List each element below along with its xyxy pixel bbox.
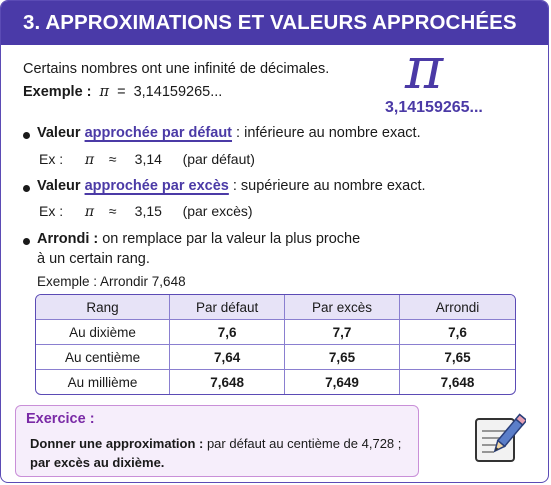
table-cell: 7,648 bbox=[440, 374, 475, 390]
intro-text: Certains nombres ont une infinité de décimales. bbox=[23, 61, 330, 77]
table-cell: 7,65 bbox=[285, 345, 400, 370]
bullet-dot bbox=[23, 132, 30, 139]
table-row bbox=[36, 370, 515, 394]
exercise-line2: par excès au dixième. bbox=[30, 455, 165, 470]
defaut-ex-label: Ex : bbox=[39, 151, 64, 167]
example-equals: = bbox=[117, 84, 126, 100]
arrondi-label: Arrondi : bbox=[37, 231, 99, 247]
table-cell-rank: Au millième bbox=[36, 370, 170, 394]
defaut-definition bbox=[37, 125, 421, 141]
exces-ex-value: 3,15 bbox=[134, 203, 162, 219]
defaut-rest: : inférieure au nombre exact. bbox=[232, 125, 421, 141]
column-header: Par excès bbox=[285, 295, 400, 320]
column-header: Rang bbox=[36, 295, 170, 320]
exces-prefix: Valeur bbox=[37, 178, 81, 194]
defaut-ex-approx: ≈ bbox=[108, 151, 117, 167]
table-cell-rank: Au centième bbox=[36, 345, 170, 370]
defaut-highlight: approchée par défaut bbox=[84, 125, 233, 141]
table-row bbox=[36, 345, 515, 370]
bullet-dot bbox=[23, 185, 30, 192]
exces-ex-approx: ≈ bbox=[108, 203, 117, 219]
exercise-text bbox=[30, 434, 401, 472]
exercise-box bbox=[15, 405, 419, 477]
defaut-ex-note: (par défaut) bbox=[182, 151, 255, 167]
arrondi-line2: à un certain rang. bbox=[37, 251, 150, 267]
approximation-table bbox=[35, 294, 516, 395]
example-pi: π bbox=[99, 84, 110, 100]
table-cell: 7,649 bbox=[285, 370, 400, 394]
exces-highlight: approchée par excès bbox=[84, 178, 229, 194]
table-cell: 7,7 bbox=[285, 320, 400, 345]
table-row bbox=[36, 320, 515, 345]
table-cell-rank: Au dixième bbox=[36, 320, 170, 345]
section-title: 3. APPROXIMATIONS ET VALEURS APPROCHÉES bbox=[1, 1, 548, 45]
notepad-pencil-icon bbox=[472, 409, 526, 465]
table-header-row bbox=[36, 295, 515, 320]
arrondi-line1: on remplace par la valeur la plus proche bbox=[98, 231, 361, 247]
table-cell: 7,65 bbox=[400, 345, 515, 370]
table-cell: 7,648 bbox=[170, 370, 285, 394]
table-caption: Exemple : Arrondir 7,648 bbox=[37, 274, 186, 289]
exces-ex-label: Ex : bbox=[39, 203, 64, 219]
exercise-title: Exercice : bbox=[26, 411, 95, 427]
exces-definition bbox=[37, 178, 426, 194]
defaut-prefix: Valeur bbox=[37, 125, 81, 141]
exercise-line1-b: par défaut au centième de 4,728 ; bbox=[203, 436, 402, 451]
exces-ex-pi: π bbox=[84, 204, 95, 220]
defaut-ex-value: 3,14 bbox=[134, 151, 162, 167]
exces-rest: : supérieure au nombre exact. bbox=[228, 178, 426, 194]
exces-example bbox=[39, 203, 253, 220]
pi-value-display: 3,14159265... bbox=[385, 99, 483, 116]
bullet-dot bbox=[23, 238, 30, 245]
column-header: Arrondi bbox=[400, 295, 515, 320]
defaut-ex-pi: π bbox=[84, 152, 95, 168]
example-value: 3,14159265... bbox=[133, 84, 223, 100]
exercise-line1-a: Donner une approximation : bbox=[30, 436, 204, 451]
example-label: Exemple : bbox=[23, 84, 92, 100]
defaut-example bbox=[39, 151, 255, 168]
arrondi-definition bbox=[37, 231, 360, 247]
pi-symbol-large: π bbox=[405, 34, 444, 102]
table-cell: 7,6 bbox=[170, 320, 285, 345]
table-cell: 7,6 bbox=[400, 320, 515, 345]
example-line bbox=[23, 84, 222, 100]
exces-ex-note: (par excès) bbox=[182, 203, 253, 219]
table-cell: 7,64 bbox=[170, 345, 285, 370]
column-header: Par défaut bbox=[170, 295, 285, 320]
